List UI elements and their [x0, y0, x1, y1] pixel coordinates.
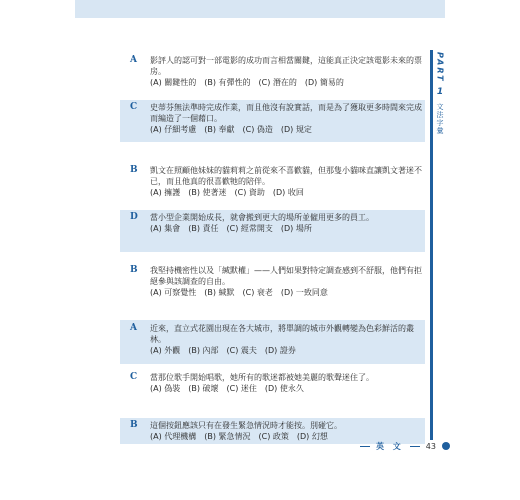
- question-options: (A) 代理機構 (B) 緊急情況 (C) 政策 (D) 幻想: [150, 432, 328, 441]
- question-options: (A) 關鍵性的 (B) 有彈性的 (C) 潛在的 (D) 簡易的: [150, 78, 344, 87]
- question-stem: 當那位歌手開始唱歌，她所有的歌迷都被她美麗的歌聲迷住了。: [150, 373, 374, 382]
- question-stem: 影評人的認可對一部電影的成功而言相當關鍵，這能真正決定該電影未來的票房。: [150, 56, 422, 76]
- answer-letter: B: [130, 165, 138, 175]
- answer-letter: C: [130, 372, 138, 382]
- footer-rule: [410, 446, 420, 447]
- question-item: [120, 100, 425, 142]
- top-header-band: [75, 0, 445, 18]
- footer-label: 英 文: [376, 441, 404, 451]
- question-item: [120, 320, 425, 364]
- answer-letter: A: [130, 55, 137, 65]
- answer-letter: D: [130, 212, 138, 222]
- answer-letter: C: [130, 102, 138, 112]
- question-item: [120, 210, 425, 252]
- question-options: (A) 集會 (B) 責任 (C) 經常開支 (D) 場所: [150, 224, 312, 233]
- question-options: (A) 仔細考慮 (B) 奉獻 (C) 偽造 (D) 規定: [150, 125, 312, 134]
- page-footer: [360, 439, 450, 453]
- question-stem: 這個按鈕應該只有在發生緊急情況時才能按。別碰它。: [150, 421, 342, 430]
- question-item: [120, 165, 425, 205]
- footer-dot-icon: [442, 442, 450, 450]
- question-stem: 凱文在照顧他妹妹的貓莉莉之前從來不喜歡貓，但那隻小貓咪直讓凱文著迷不已，而且他真的很喜歡牠的陪伴。: [150, 166, 422, 186]
- side-tab-number: 1: [436, 86, 444, 97]
- question-stem: 史蒂芬無法準時完成作業，而且他沒有說實話，而是為了獲取更多時間來完成而編造了一個藉口。: [150, 103, 422, 123]
- answer-letter: B: [130, 265, 138, 275]
- question-item: [120, 265, 425, 305]
- question-stem: 我堅持機密性以及「緘默權」——人們如果對特定調查感到不舒服，他們有拒絕參與該調查的自由。: [150, 266, 422, 286]
- side-tab-part: PART: [435, 52, 445, 83]
- answer-letter: A: [130, 323, 137, 333]
- part-side-tab: [433, 50, 447, 150]
- question-item: [120, 372, 425, 402]
- footer-rule: [360, 446, 370, 447]
- question-stem: 當小型企業開始成長，就會搬到更大的場所並僱用更多的員工。: [150, 213, 374, 222]
- answer-letter: B: [130, 420, 138, 430]
- question-options: (A) 偽裝 (B) 破壞 (C) 迷住 (D) 使永久: [150, 384, 304, 393]
- question-item: [120, 55, 425, 95]
- page-number: 43: [425, 441, 436, 451]
- question-options: (A) 外觀 (B) 內部 (C) 震夫 (D) 證券: [150, 346, 296, 355]
- question-options: (A) 可察覺性 (B) 緘默 (C) 衰老 (D) 一致同意: [150, 288, 328, 297]
- side-tab-subtitle: 文法字彙: [436, 102, 444, 135]
- question-options: (A) 擁護 (B) 使著迷 (C) 資助 (D) 收回: [150, 188, 304, 197]
- question-stem: 近來，直立式花園出現在各大城市，將單調的城市外觀轉變為色彩鮮活的叢林。: [150, 324, 414, 344]
